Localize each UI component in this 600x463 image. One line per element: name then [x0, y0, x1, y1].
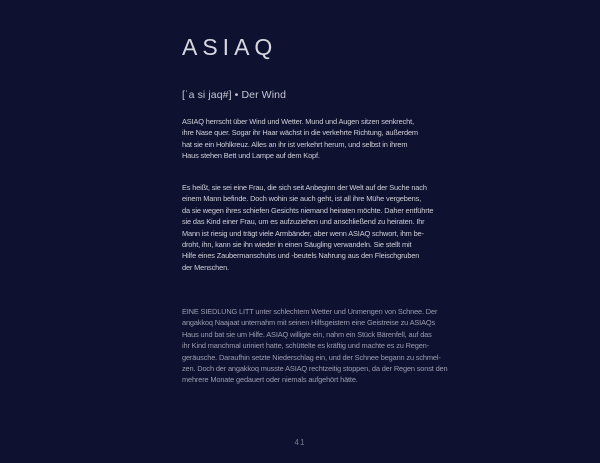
- page-number: 41: [294, 438, 306, 447]
- text-line: ASIAQ herrscht über Wind und Wetter. Mund und Augen sitzen senkrecht,: [182, 117, 414, 126]
- text-line: angakkoq Naajaat unternahm mit seinen Hilfsgeistern eine Geistreise zu ASIAQs: [182, 318, 436, 328]
- text-line: ihre Nase quer. Sogar ihr Haar wächst in die verkehrte Richtung, außerdem: [182, 128, 418, 138]
- text-line: hat sie ein Hohlkreuz. Alles an ihr ist verkehrt herum, und selbst in ihrem: [182, 139, 408, 149]
- text-line: Es heißt, sie sei eine Frau, die sich seit Anbeginn der Welt auf der Suche nach: [182, 183, 427, 192]
- text-line: geräusche. Daraufhin setzte Niederschlag ein, und der Schnee begann zu schmel-: [182, 352, 441, 362]
- text-line: droht, ihn, kann sie ihn wieder in einen Säugling verwandeln. Sie stellt mit: [182, 240, 412, 250]
- text-line: sie das Kind einer Frau, um es aufzuziehen und anschließend zu heiraten. Ihr: [182, 217, 425, 227]
- text-line: zen. Doch der angakkoq musste ASIAQ rechtzeitig stoppen, da der Regen sonst den: [182, 364, 448, 374]
- paragraph-3: [182, 306, 454, 386]
- page-subtitle: [ˈa si jaq#] • Der Wind: [182, 89, 287, 101]
- page-title: ASIAQ: [182, 34, 278, 60]
- text-line: mehrere Monate gedauert oder niemals aufgehört hätte.: [182, 375, 358, 385]
- paragraph-1: [182, 116, 454, 162]
- paragraph-2: [182, 182, 454, 273]
- text-line: da sie wegen ihres schiefen Gesichts niemand heiraten möchte. Daher entführte: [182, 205, 434, 215]
- text-line: einem Mann befinde. Doch wohin sie auch geht, ist all ihre Mühe vergebens,: [182, 194, 422, 204]
- text-line: der Menschen.: [182, 262, 229, 272]
- text-line: Haus stehen Bett und Lampe auf dem Kopf.: [182, 151, 320, 161]
- text-line: EINE SIEDLUNG LITT unter schlechtem Wetter und Unmengen von Schnee. Der: [182, 307, 438, 316]
- text-line: Haus und bat sie um Hilfe. ASIAQ willigte ein, nahm ein Stück Bärenfell, auf das: [182, 329, 432, 339]
- text-line: Hilfe eines Zaubermanschuhs und -beutels Nahrung aus den Fleischgruben: [182, 251, 420, 261]
- text-line: ihr Kind manchmal uriniert hatte, schüttelte es kräftig und machte es zu Regen-: [182, 341, 429, 351]
- text-line: Mann ist riesig und trägt viele Armbänder, aber wenn ASIAQ schwort, ihm be-: [182, 228, 424, 238]
